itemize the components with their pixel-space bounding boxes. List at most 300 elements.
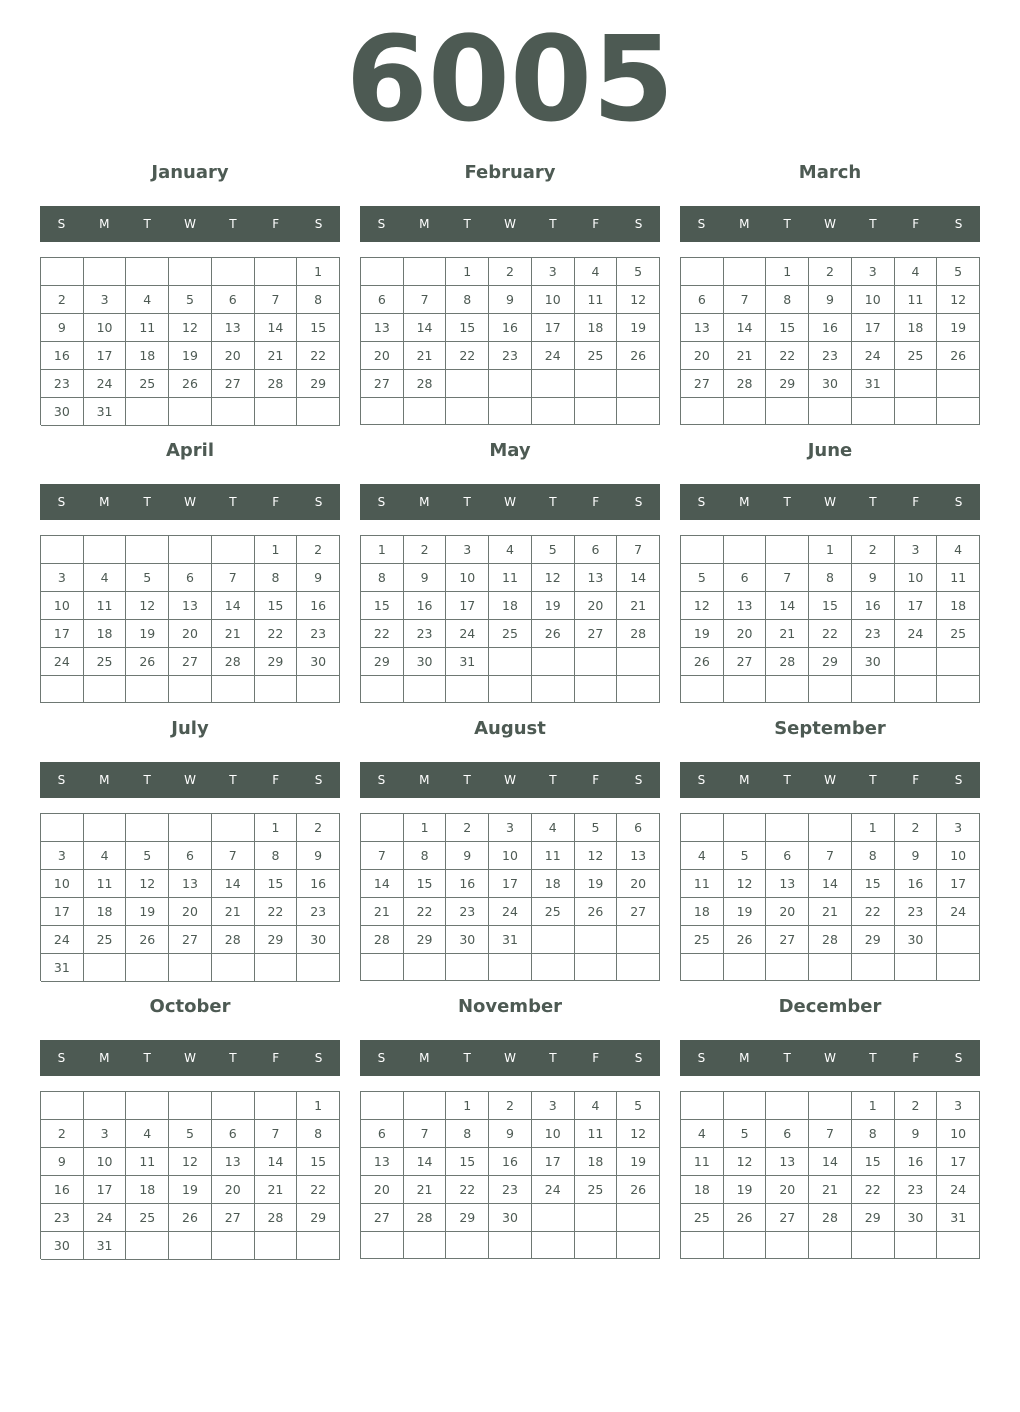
month-name: August [474, 718, 546, 739]
weekday-label: F [912, 495, 920, 509]
empty-day-cell [84, 536, 127, 564]
day-cell: 16 [489, 1148, 532, 1176]
day-cell: 1 [766, 258, 809, 286]
empty-day-cell [41, 814, 84, 842]
empty-day-cell [681, 536, 724, 564]
month-name: November [457, 996, 563, 1017]
day-cell: 23 [297, 620, 340, 648]
month-name: April [165, 440, 215, 461]
day-cell: 3 [84, 1120, 127, 1148]
empty-day-cell [169, 258, 212, 286]
day-cell: 10 [84, 314, 127, 342]
day-cell: 27 [681, 370, 724, 398]
empty-day-cell [446, 370, 489, 398]
day-cell: 5 [937, 258, 980, 286]
day-cell: 7 [404, 1120, 447, 1148]
empty-day-cell [169, 676, 212, 703]
empty-day-cell [41, 1092, 84, 1120]
day-cell: 18 [489, 592, 532, 620]
empty-day-cell [766, 536, 809, 564]
weekday-label: W [504, 217, 516, 231]
weekday-header [680, 762, 980, 798]
day-cell: 14 [212, 592, 255, 620]
day-cell: 23 [895, 1176, 938, 1204]
month-name: February [464, 162, 556, 183]
day-cell: 21 [404, 1176, 447, 1204]
day-cell: 12 [532, 564, 575, 592]
empty-day-cell [212, 954, 255, 982]
empty-day-cell [169, 398, 212, 426]
weekday-label: T [549, 1051, 557, 1065]
empty-day-cell [212, 398, 255, 426]
day-cell: 1 [297, 258, 340, 286]
month-name: March [798, 162, 862, 183]
day-cell: 5 [169, 1120, 212, 1148]
empty-day-cell [809, 1232, 852, 1259]
day-cell: 20 [575, 592, 618, 620]
empty-day-cell [255, 1232, 298, 1260]
empty-day-cell [532, 676, 575, 703]
weekday-header [360, 1040, 660, 1076]
day-cell: 10 [532, 1120, 575, 1148]
empty-day-cell [361, 954, 404, 981]
day-cell: 6 [361, 1120, 404, 1148]
weekday-label: S [314, 1051, 323, 1065]
day-cell: 24 [532, 342, 575, 370]
day-cell: 20 [361, 342, 404, 370]
weekday-label: F [272, 773, 280, 787]
day-cell: 14 [255, 314, 298, 342]
day-cell: 26 [937, 342, 980, 370]
day-cell: 16 [895, 870, 938, 898]
weekday-label: T [783, 773, 791, 787]
day-cell: 30 [297, 926, 340, 954]
empty-day-cell [809, 1092, 852, 1120]
day-cell: 4 [575, 258, 618, 286]
empty-day-cell [681, 258, 724, 286]
day-cell: 18 [84, 620, 127, 648]
weekday-label: F [272, 495, 280, 509]
day-cell: 9 [41, 314, 84, 342]
weekday-label: T [463, 495, 471, 509]
day-cell: 30 [297, 648, 340, 676]
day-cell: 28 [809, 1204, 852, 1232]
weekday-label: W [184, 773, 196, 787]
day-cell: 19 [126, 898, 169, 926]
day-cell: 3 [937, 1092, 980, 1120]
day-cell: 22 [255, 620, 298, 648]
empty-day-cell [446, 1232, 489, 1259]
month-name: October [149, 996, 231, 1017]
empty-day-cell [809, 398, 852, 425]
weekday-label: S [57, 217, 66, 231]
day-cell: 17 [895, 592, 938, 620]
day-cell: 2 [489, 258, 532, 286]
day-cell: 26 [724, 926, 767, 954]
day-cell: 12 [617, 1120, 660, 1148]
day-cell: 15 [255, 592, 298, 620]
empty-day-cell [84, 954, 127, 982]
day-cell: 12 [126, 870, 169, 898]
day-cell: 8 [446, 1120, 489, 1148]
day-cell: 18 [681, 1176, 724, 1204]
day-cell: 20 [361, 1176, 404, 1204]
day-cell: 27 [361, 370, 404, 398]
day-cell: 2 [895, 1092, 938, 1120]
empty-day-cell [681, 814, 724, 842]
empty-day-cell [84, 814, 127, 842]
day-cell: 14 [809, 1148, 852, 1176]
day-cell: 3 [532, 1092, 575, 1120]
weekday-label: M [419, 1051, 430, 1065]
day-cell: 29 [361, 648, 404, 676]
day-cell: 6 [575, 536, 618, 564]
day-cell: 17 [852, 314, 895, 342]
weekday-label: T [549, 217, 557, 231]
day-cell: 14 [404, 1148, 447, 1176]
day-cell: 17 [84, 1176, 127, 1204]
day-cell: 14 [809, 870, 852, 898]
empty-day-cell [212, 258, 255, 286]
empty-day-cell [404, 258, 447, 286]
day-cell: 26 [126, 926, 169, 954]
empty-day-cell [852, 398, 895, 425]
weekday-label: W [824, 773, 836, 787]
day-cell: 30 [489, 1204, 532, 1232]
day-cell: 10 [852, 286, 895, 314]
empty-day-cell [404, 1092, 447, 1120]
day-cell: 25 [489, 620, 532, 648]
day-cell: 29 [297, 1204, 340, 1232]
day-cell: 4 [126, 286, 169, 314]
day-cell: 19 [126, 620, 169, 648]
day-cell: 17 [41, 620, 84, 648]
empty-day-cell [84, 258, 127, 286]
day-cell: 19 [169, 1176, 212, 1204]
empty-day-cell [724, 258, 767, 286]
day-cell: 15 [297, 1148, 340, 1176]
day-cell: 17 [532, 314, 575, 342]
empty-day-cell [809, 954, 852, 981]
day-cell: 30 [852, 648, 895, 676]
day-cell: 3 [937, 814, 980, 842]
empty-day-cell [126, 954, 169, 982]
empty-day-cell [895, 370, 938, 398]
weekday-label: T [229, 773, 237, 787]
day-cell: 17 [532, 1148, 575, 1176]
day-cell: 17 [937, 1148, 980, 1176]
day-cell: 14 [724, 314, 767, 342]
day-cell: 11 [84, 592, 127, 620]
day-cell: 5 [617, 1092, 660, 1120]
day-cell: 12 [724, 870, 767, 898]
day-cell: 1 [255, 536, 298, 564]
day-cell: 30 [41, 398, 84, 426]
day-grid [680, 257, 980, 425]
weekday-label: S [57, 773, 66, 787]
year-title: 6005 [345, 10, 675, 148]
day-cell: 8 [852, 1120, 895, 1148]
day-cell: 9 [489, 1120, 532, 1148]
day-cell: 17 [489, 870, 532, 898]
weekday-label: T [869, 1051, 877, 1065]
empty-day-cell [255, 954, 298, 982]
empty-day-cell [297, 954, 340, 982]
day-cell: 5 [724, 1120, 767, 1148]
day-cell: 3 [532, 258, 575, 286]
weekday-label: S [697, 1051, 706, 1065]
weekday-label: T [463, 217, 471, 231]
day-cell: 24 [84, 1204, 127, 1232]
weekday-label: S [634, 1051, 643, 1065]
weekday-label: T [229, 495, 237, 509]
day-cell: 4 [84, 842, 127, 870]
day-cell: 24 [84, 370, 127, 398]
day-cell: 6 [766, 1120, 809, 1148]
empty-day-cell [126, 258, 169, 286]
weekday-label: S [377, 217, 386, 231]
empty-day-cell [575, 954, 618, 981]
day-cell: 11 [532, 842, 575, 870]
day-cell: 24 [852, 342, 895, 370]
day-cell: 13 [212, 1148, 255, 1176]
empty-day-cell [681, 398, 724, 425]
weekday-label: M [739, 1051, 750, 1065]
day-grid [360, 1091, 660, 1259]
empty-day-cell [681, 1092, 724, 1120]
empty-day-cell [255, 676, 298, 703]
weekday-label: T [549, 773, 557, 787]
day-cell: 19 [575, 870, 618, 898]
empty-day-cell [169, 536, 212, 564]
day-grid [360, 535, 660, 703]
day-cell: 11 [84, 870, 127, 898]
day-cell: 24 [532, 1176, 575, 1204]
day-cell: 14 [404, 314, 447, 342]
day-cell: 26 [617, 1176, 660, 1204]
day-cell: 16 [297, 870, 340, 898]
day-cell: 31 [937, 1204, 980, 1232]
weekday-header [40, 484, 340, 520]
day-cell: 29 [766, 370, 809, 398]
day-cell: 30 [809, 370, 852, 398]
weekday-label: S [634, 217, 643, 231]
day-cell: 8 [297, 1120, 340, 1148]
empty-day-cell [212, 536, 255, 564]
day-cell: 1 [852, 814, 895, 842]
day-cell: 18 [532, 870, 575, 898]
day-cell: 3 [41, 564, 84, 592]
empty-day-cell [617, 1204, 660, 1232]
day-cell: 22 [446, 342, 489, 370]
day-cell: 21 [255, 342, 298, 370]
empty-day-cell [575, 370, 618, 398]
weekday-label: F [272, 217, 280, 231]
empty-day-cell [575, 398, 618, 425]
day-cell: 26 [724, 1204, 767, 1232]
day-cell: 23 [446, 898, 489, 926]
day-cell: 28 [809, 926, 852, 954]
day-cell: 19 [681, 620, 724, 648]
day-cell: 23 [297, 898, 340, 926]
empty-day-cell [681, 1232, 724, 1259]
day-cell: 12 [617, 286, 660, 314]
day-cell: 13 [766, 1148, 809, 1176]
day-cell: 4 [84, 564, 127, 592]
weekday-label: F [272, 1051, 280, 1065]
day-cell: 29 [446, 1204, 489, 1232]
empty-day-cell [404, 676, 447, 703]
day-cell: 28 [255, 1204, 298, 1232]
day-cell: 18 [937, 592, 980, 620]
weekday-label: T [869, 217, 877, 231]
day-cell: 24 [446, 620, 489, 648]
empty-day-cell [766, 814, 809, 842]
empty-day-cell [724, 676, 767, 703]
day-cell: 6 [617, 814, 660, 842]
day-cell: 22 [446, 1176, 489, 1204]
weekday-label: W [824, 495, 836, 509]
day-cell: 7 [809, 842, 852, 870]
day-cell: 28 [404, 1204, 447, 1232]
empty-day-cell [724, 1092, 767, 1120]
day-cell: 15 [297, 314, 340, 342]
day-cell: 15 [766, 314, 809, 342]
day-cell: 29 [404, 926, 447, 954]
day-grid [40, 535, 340, 703]
day-cell: 27 [575, 620, 618, 648]
day-cell: 24 [895, 620, 938, 648]
day-cell: 6 [361, 286, 404, 314]
day-cell: 8 [255, 564, 298, 592]
empty-day-cell [361, 814, 404, 842]
day-cell: 27 [766, 926, 809, 954]
weekday-label: F [912, 1051, 920, 1065]
day-cell: 29 [852, 926, 895, 954]
day-cell: 17 [446, 592, 489, 620]
day-cell: 9 [489, 286, 532, 314]
day-cell: 26 [532, 620, 575, 648]
day-cell: 31 [41, 954, 84, 982]
month-name: January [151, 162, 229, 183]
day-cell: 3 [41, 842, 84, 870]
day-cell: 26 [126, 648, 169, 676]
empty-day-cell [895, 954, 938, 981]
day-grid [40, 813, 340, 981]
day-cell: 12 [575, 842, 618, 870]
day-cell: 27 [169, 648, 212, 676]
day-cell: 8 [297, 286, 340, 314]
day-cell: 13 [575, 564, 618, 592]
empty-day-cell [895, 648, 938, 676]
empty-day-cell [84, 1092, 127, 1120]
day-cell: 28 [212, 926, 255, 954]
day-cell: 19 [724, 898, 767, 926]
weekday-label: T [143, 773, 151, 787]
day-cell: 6 [724, 564, 767, 592]
month-name: May [489, 440, 531, 461]
day-cell: 9 [895, 842, 938, 870]
day-cell: 12 [724, 1148, 767, 1176]
day-cell: 22 [297, 342, 340, 370]
day-cell: 5 [617, 258, 660, 286]
day-cell: 20 [766, 1176, 809, 1204]
day-cell: 7 [212, 564, 255, 592]
day-cell: 24 [41, 926, 84, 954]
day-cell: 31 [84, 1232, 127, 1260]
day-cell: 21 [809, 898, 852, 926]
day-cell: 11 [681, 870, 724, 898]
month-name: June [807, 440, 853, 461]
empty-day-cell [852, 954, 895, 981]
empty-day-cell [169, 814, 212, 842]
empty-day-cell [489, 648, 532, 676]
empty-day-cell [255, 1092, 298, 1120]
day-cell: 4 [681, 842, 724, 870]
weekday-header [360, 484, 660, 520]
empty-day-cell [575, 926, 618, 954]
empty-day-cell [852, 1232, 895, 1259]
weekday-header [680, 206, 980, 242]
weekday-label: S [954, 1051, 963, 1065]
empty-day-cell [575, 676, 618, 703]
day-cell: 23 [895, 898, 938, 926]
day-cell: 12 [681, 592, 724, 620]
day-cell: 22 [404, 898, 447, 926]
day-cell: 20 [169, 620, 212, 648]
weekday-label: T [143, 217, 151, 231]
day-cell: 23 [489, 1176, 532, 1204]
weekday-header [40, 762, 340, 798]
empty-day-cell [532, 1232, 575, 1259]
day-cell: 8 [809, 564, 852, 592]
empty-day-cell [532, 398, 575, 425]
empty-day-cell [532, 926, 575, 954]
day-cell: 13 [766, 870, 809, 898]
day-cell: 1 [404, 814, 447, 842]
day-cell: 28 [255, 370, 298, 398]
day-cell: 28 [212, 648, 255, 676]
day-cell: 5 [169, 286, 212, 314]
day-cell: 22 [852, 898, 895, 926]
empty-day-cell [852, 676, 895, 703]
day-cell: 15 [809, 592, 852, 620]
day-cell: 27 [212, 1204, 255, 1232]
day-cell: 4 [681, 1120, 724, 1148]
day-cell: 25 [532, 898, 575, 926]
weekday-label: S [697, 217, 706, 231]
day-cell: 23 [404, 620, 447, 648]
empty-day-cell [681, 676, 724, 703]
weekday-header [40, 1040, 340, 1076]
day-cell: 16 [41, 1176, 84, 1204]
day-cell: 10 [41, 592, 84, 620]
empty-day-cell [297, 398, 340, 426]
day-cell: 12 [937, 286, 980, 314]
day-cell: 7 [255, 1120, 298, 1148]
day-cell: 25 [575, 342, 618, 370]
day-cell: 26 [617, 342, 660, 370]
day-cell: 18 [84, 898, 127, 926]
empty-day-cell [724, 398, 767, 425]
weekday-label: S [57, 1051, 66, 1065]
empty-day-cell [297, 676, 340, 703]
day-cell: 1 [446, 258, 489, 286]
empty-day-cell [617, 676, 660, 703]
day-cell: 16 [297, 592, 340, 620]
day-cell: 18 [575, 314, 618, 342]
empty-day-cell [681, 954, 724, 981]
